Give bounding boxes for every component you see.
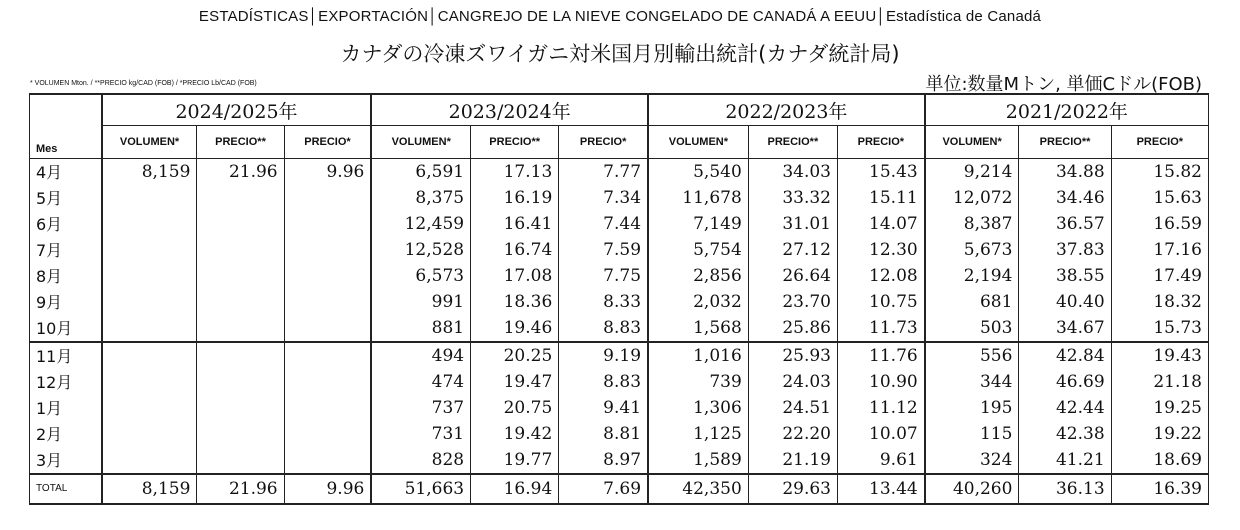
value-cell: 40.40 [1019, 289, 1111, 315]
value-cell: 16.59 [1111, 211, 1208, 237]
units-note: * VOLUMEN Mton. / **PRECIO kg/CAD (FOB) / *PRECIO Lb/CAD (FOB) [30, 80, 257, 87]
col-volumen: VOLUMEN* [102, 126, 197, 159]
value-cell [197, 342, 284, 369]
value-cell [284, 289, 371, 315]
value-cell: 115 [925, 421, 1019, 447]
value-cell: 19.47 [471, 369, 559, 395]
value-cell [102, 395, 197, 421]
value-cell: 12.08 [837, 263, 924, 289]
value-cell: 11.73 [837, 315, 924, 342]
value-cell: 33.32 [748, 185, 837, 211]
value-cell: 1,125 [648, 421, 748, 447]
month-cell: 8月 [30, 263, 102, 289]
value-cell: 37.83 [1019, 237, 1111, 263]
value-cell: 36.13 [1019, 474, 1111, 504]
col-precio-kg: PRECIO** [197, 126, 284, 159]
value-cell: 22.20 [748, 421, 837, 447]
month-cell: 6月 [30, 211, 102, 237]
group-2021-2022: 2021/2022年 [925, 94, 1209, 126]
value-cell: 7,149 [648, 211, 748, 237]
mes-header: Mes [30, 126, 102, 159]
table-row [30, 369, 1209, 395]
value-cell: 8.81 [559, 421, 648, 447]
value-cell: 16.74 [471, 237, 559, 263]
value-cell: 12,072 [925, 185, 1019, 211]
group-2022-2023: 2022/2023年 [648, 94, 925, 126]
value-cell: 12,528 [371, 237, 470, 263]
value-cell: 344 [925, 369, 1019, 395]
month-cell: 1月 [30, 395, 102, 421]
value-cell: 881 [371, 315, 470, 342]
value-cell: 9.96 [284, 474, 371, 504]
value-cell: 737 [371, 395, 470, 421]
table-row [30, 211, 1209, 237]
value-cell: 556 [925, 342, 1019, 369]
value-cell: 21.18 [1111, 369, 1208, 395]
value-cell: 6,591 [371, 158, 470, 185]
value-cell: 7.75 [559, 263, 648, 289]
value-cell: 8,159 [102, 158, 197, 185]
value-cell: 681 [925, 289, 1019, 315]
value-cell: 19.77 [471, 447, 559, 474]
value-cell [102, 369, 197, 395]
value-cell: 19.25 [1111, 395, 1208, 421]
value-cell: 18.69 [1111, 447, 1208, 474]
month-cell: 10月 [30, 315, 102, 342]
value-cell: 34.67 [1019, 315, 1111, 342]
value-cell: 474 [371, 369, 470, 395]
value-cell: 15.43 [837, 158, 924, 185]
value-cell: 11,678 [648, 185, 748, 211]
value-cell: 46.69 [1019, 369, 1111, 395]
value-cell: 5,673 [925, 237, 1019, 263]
value-cell: 42,350 [648, 474, 748, 504]
value-cell: 991 [371, 289, 470, 315]
value-cell: 16.94 [471, 474, 559, 504]
value-cell: 8,375 [371, 185, 470, 211]
value-cell: 16.19 [471, 185, 559, 211]
value-cell [284, 421, 371, 447]
value-cell: 2,856 [648, 263, 748, 289]
value-cell: 8,387 [925, 211, 1019, 237]
value-cell: 29.63 [748, 474, 837, 504]
value-cell: 731 [371, 421, 470, 447]
value-cell: 25.93 [748, 342, 837, 369]
mes-group-cell [30, 94, 102, 126]
value-cell: 40,260 [925, 474, 1019, 504]
table-row [30, 158, 1209, 185]
column-header-row [30, 126, 1209, 159]
value-cell [284, 263, 371, 289]
value-cell: 1,589 [648, 447, 748, 474]
value-cell: 7.59 [559, 237, 648, 263]
value-cell: 12.30 [837, 237, 924, 263]
value-cell: 6,573 [371, 263, 470, 289]
value-cell: 828 [371, 447, 470, 474]
title-spanish: ESTADÍSTICAS│EXPORTACIÓN│CANGREJO DE LA NIEVE CONGELADO DE CANADÁ A EEUU│Estadística de Canadá [198, 8, 1042, 25]
value-cell: 20.75 [471, 395, 559, 421]
value-cell [102, 237, 197, 263]
value-cell: 15.73 [1111, 315, 1208, 342]
value-cell: 7.69 [559, 474, 648, 504]
col-precio-lb: PRECIO* [284, 126, 371, 159]
value-cell: 2,194 [925, 263, 1019, 289]
value-cell: 15.63 [1111, 185, 1208, 211]
value-cell: 9.41 [559, 395, 648, 421]
value-cell [102, 447, 197, 474]
value-cell: 17.49 [1111, 263, 1208, 289]
value-cell: 18.32 [1111, 289, 1208, 315]
value-cell [284, 395, 371, 421]
value-cell: 1,306 [648, 395, 748, 421]
value-cell: 21.19 [748, 447, 837, 474]
total-row [30, 474, 1209, 504]
value-cell: 9.61 [837, 447, 924, 474]
month-cell: 2月 [30, 421, 102, 447]
value-cell [102, 263, 197, 289]
table-row [30, 421, 1209, 447]
value-cell: 1,016 [648, 342, 748, 369]
value-cell [197, 369, 284, 395]
month-cell: 3月 [30, 447, 102, 474]
value-cell [284, 211, 371, 237]
table-row [30, 237, 1209, 263]
value-cell: 24.51 [748, 395, 837, 421]
value-cell: 17.16 [1111, 237, 1208, 263]
col-precio-kg: PRECIO** [748, 126, 837, 159]
value-cell: 8.97 [559, 447, 648, 474]
value-cell: 1,568 [648, 315, 748, 342]
value-cell [284, 342, 371, 369]
value-cell [197, 395, 284, 421]
value-cell: 195 [925, 395, 1019, 421]
value-cell: 23.70 [748, 289, 837, 315]
value-cell [284, 185, 371, 211]
group-2023-2024: 2023/2024年 [371, 94, 648, 126]
value-cell: 34.46 [1019, 185, 1111, 211]
value-cell: 26.64 [748, 263, 837, 289]
value-cell: 27.12 [748, 237, 837, 263]
value-cell: 10.07 [837, 421, 924, 447]
col-precio-lb: PRECIO* [1111, 126, 1208, 159]
month-cell: 11月 [30, 342, 102, 369]
value-cell: 41.21 [1019, 447, 1111, 474]
value-cell: 10.75 [837, 289, 924, 315]
value-cell: 5,754 [648, 237, 748, 263]
value-cell: 15.82 [1111, 158, 1208, 185]
group-header-row [30, 94, 1209, 126]
value-cell: 19.43 [1111, 342, 1208, 369]
col-precio-kg: PRECIO** [1019, 126, 1111, 159]
unit-label: 単位:数量Mトン, 単価Cドル(FOB) [925, 74, 1202, 95]
value-cell: 324 [925, 447, 1019, 474]
value-cell [102, 421, 197, 447]
month-cell: 9月 [30, 289, 102, 315]
value-cell: 503 [925, 315, 1019, 342]
value-cell: 17.08 [471, 263, 559, 289]
value-cell [284, 369, 371, 395]
value-cell: 8,159 [102, 474, 197, 504]
value-cell: 25.86 [748, 315, 837, 342]
col-volumen: VOLUMEN* [648, 126, 748, 159]
table-row [30, 185, 1209, 211]
value-cell: 19.22 [1111, 421, 1208, 447]
value-cell: 11.12 [837, 395, 924, 421]
month-cell: 5月 [30, 185, 102, 211]
value-cell [284, 447, 371, 474]
table-row [30, 315, 1209, 342]
value-cell [197, 315, 284, 342]
value-cell: 51,663 [371, 474, 470, 504]
col-volumen: VOLUMEN* [925, 126, 1019, 159]
value-cell [197, 447, 284, 474]
statistics-table [29, 93, 1209, 505]
group-2024-2025: 2024/2025年 [102, 94, 372, 126]
value-cell: 24.03 [748, 369, 837, 395]
value-cell: 31.01 [748, 211, 837, 237]
value-cell: 16.41 [471, 211, 559, 237]
value-cell: 21.96 [197, 474, 284, 504]
value-cell: 15.11 [837, 185, 924, 211]
month-cell: TOTAL [30, 474, 102, 504]
value-cell: 8.83 [559, 315, 648, 342]
value-cell: 13.44 [837, 474, 924, 504]
value-cell: 42.44 [1019, 395, 1111, 421]
value-cell: 38.55 [1019, 263, 1111, 289]
month-cell: 7月 [30, 237, 102, 263]
col-volumen: VOLUMEN* [371, 126, 470, 159]
value-cell: 34.88 [1019, 158, 1111, 185]
table-row [30, 395, 1209, 421]
value-cell [197, 421, 284, 447]
title-japanese: カナダの冷凍ズワイガニ対米国月別輸出統計(カナダ統計局) [340, 42, 900, 66]
value-cell: 21.96 [197, 158, 284, 185]
value-cell [197, 237, 284, 263]
value-cell: 7.77 [559, 158, 648, 185]
value-cell: 8.33 [559, 289, 648, 315]
value-cell: 19.42 [471, 421, 559, 447]
value-cell: 2,032 [648, 289, 748, 315]
value-cell [197, 211, 284, 237]
col-precio-kg: PRECIO** [471, 126, 559, 159]
value-cell: 9.96 [284, 158, 371, 185]
value-cell: 20.25 [471, 342, 559, 369]
value-cell [102, 185, 197, 211]
value-cell: 34.03 [748, 158, 837, 185]
value-cell: 739 [648, 369, 748, 395]
value-cell: 8.83 [559, 369, 648, 395]
value-cell: 18.36 [471, 289, 559, 315]
value-cell: 42.38 [1019, 421, 1111, 447]
value-cell [197, 289, 284, 315]
table-row [30, 447, 1209, 474]
value-cell: 9,214 [925, 158, 1019, 185]
month-cell: 4月 [30, 158, 102, 185]
value-cell: 12,459 [371, 211, 470, 237]
col-precio-lb: PRECIO* [837, 126, 924, 159]
month-cell: 12月 [30, 369, 102, 395]
col-precio-lb: PRECIO* [559, 126, 648, 159]
value-cell: 14.07 [837, 211, 924, 237]
value-cell [197, 185, 284, 211]
value-cell: 16.39 [1111, 474, 1208, 504]
value-cell: 17.13 [471, 158, 559, 185]
value-cell [102, 289, 197, 315]
table-row [30, 263, 1209, 289]
value-cell [197, 263, 284, 289]
value-cell: 36.57 [1019, 211, 1111, 237]
value-cell [102, 211, 197, 237]
value-cell: 9.19 [559, 342, 648, 369]
value-cell: 10.90 [837, 369, 924, 395]
value-cell: 7.44 [559, 211, 648, 237]
table-row [30, 289, 1209, 315]
value-cell [102, 342, 197, 369]
value-cell: 11.76 [837, 342, 924, 369]
value-cell: 42.84 [1019, 342, 1111, 369]
value-cell [284, 315, 371, 342]
value-cell [102, 315, 197, 342]
value-cell: 494 [371, 342, 470, 369]
value-cell [284, 237, 371, 263]
value-cell: 7.34 [559, 185, 648, 211]
table-row [30, 342, 1209, 369]
value-cell: 5,540 [648, 158, 748, 185]
value-cell: 19.46 [471, 315, 559, 342]
